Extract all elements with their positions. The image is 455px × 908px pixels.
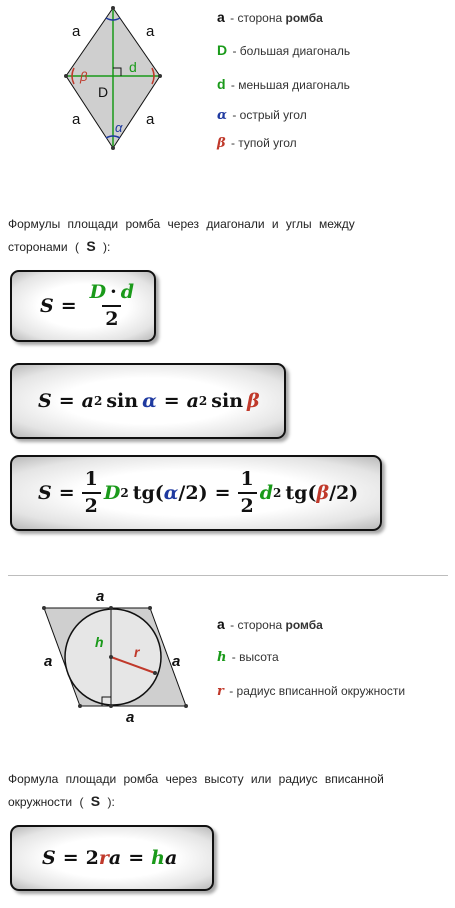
intro-line [8,235,355,258]
legend-text-bold: ромба [285,618,323,632]
formula-exponent: 2 [120,486,129,500]
formula-function: tg( [132,482,164,504]
vertex-point [64,74,68,78]
formula [40,283,140,329]
formula-symbol: S [40,295,54,317]
legend-symbol: d [217,76,226,92]
legend-symbol: h [217,650,227,665]
section-divider [8,575,448,576]
legend-symbol: β [217,136,226,151]
side-label: a [146,23,155,40]
formula-operator: = [128,847,145,869]
legend-text: - радиус вписанной окружности [225,684,406,698]
fraction [82,470,101,516]
minor-diagonal-label: d [129,59,137,75]
formula-box-diagonals [10,270,156,342]
formula-operator: = [163,390,180,412]
formula-symbol: d [120,281,135,303]
formula-operator: · [110,281,117,303]
intro-text: ): [95,240,111,254]
legend-symbol: a [217,616,225,632]
rhombus-diagonals-diagram [60,0,170,160]
intro-line: Формула площади ромба через высоту или радиус вписанной [8,772,384,786]
formula-box-height-radius [10,825,214,891]
formula-symbol: d [259,482,274,504]
formula-text: /2) [329,482,359,504]
legend-symbol: a [217,9,225,25]
formula [38,470,358,516]
formula-symbol: a [108,847,122,869]
legend-item-side [217,9,323,25]
formula-symbol: r [98,847,109,869]
formula-function: sin [106,390,139,412]
formula [38,390,260,412]
formula-number: 2 [102,305,121,329]
legend-text: - тупой угол [227,136,297,150]
side-label: a [146,111,155,128]
legend-item-major-diagonal [217,42,350,58]
vertex-point [148,606,152,610]
radius-label: r [134,644,140,660]
legend-item-side [217,616,323,632]
intro-text: ): [100,795,115,809]
vertex-point [111,146,115,150]
center-point [109,655,113,659]
formula-box-tangent [10,455,382,531]
legend-text: - острый угол [229,108,307,122]
tangent-point [109,704,113,708]
rhombus-incircle-diagram [38,585,196,725]
formula-operator: = [62,847,79,869]
formula-symbol: h [151,847,165,869]
vertex-point [184,704,188,708]
formula [42,847,177,869]
formula-symbol: a [186,390,199,412]
area-symbol: S [90,793,101,809]
formula-function: sin [211,390,244,412]
vertex-point [111,6,115,10]
formula-symbol: D [89,281,107,303]
legend-text: - сторона [226,618,286,632]
legend-text: - большая диагональ [229,44,351,58]
area-symbol: S [86,238,96,254]
legend-symbol: r [217,684,224,699]
formula-function: tg( [285,482,317,504]
intro-text-height-radius [8,768,384,813]
fraction [238,470,257,516]
formula-operator: = [60,295,77,317]
formula-symbol: D [103,482,121,504]
formula-symbol: β [316,482,330,504]
side-label: a [126,709,135,725]
formula-symbol: S [38,482,52,504]
intro-text-diagonals [8,213,355,258]
formula-symbol: S [38,390,52,412]
legend-item-radius [217,684,405,699]
intro-line: Формулы площади ромба через диагонали и углы между [8,217,355,231]
major-diagonal-label: D [98,84,109,100]
vertex-point [42,606,46,610]
formula-text: /2) [178,482,208,504]
legend-item-minor-diagonal [217,76,350,92]
side-label: a [72,111,81,128]
side-label: a [72,23,81,40]
vertex-point [78,704,82,708]
formula-number: 1 [240,468,254,490]
formula-symbol: α [142,390,157,412]
alpha-label: α [115,120,123,135]
formula-number: 1 [84,468,98,490]
formula-symbol: S [42,847,56,869]
formula-symbol: α [163,482,179,504]
legend-text: - меньшая диагональ [227,78,350,92]
tangent-point [109,606,113,610]
formula-symbol: β [247,390,260,412]
formula-box-angles [10,363,286,439]
side-label: a [96,588,105,605]
formula-operator: = [58,482,75,504]
legend-symbol: α [217,108,228,123]
formula-symbol: a [81,390,94,412]
vertex-point [158,74,162,78]
formula-symbol: a [164,847,178,869]
side-label: a [44,653,53,670]
formula-exponent: 2 [273,486,282,500]
formula-number: 2 [85,847,99,869]
formula-number: 2 [238,492,257,516]
legend-item-obtuse-angle [217,136,297,151]
tangent-point [153,671,157,675]
legend-text-bold: ромба [285,11,323,25]
legend-item-height [217,650,279,665]
formula-operator: = [214,482,231,504]
intro-text: окружности ( [8,795,91,809]
intro-text: сторонами ( [8,240,87,254]
height-label: h [95,634,104,650]
legend-symbol: D [217,42,228,58]
formula-exponent: 2 [93,394,103,408]
side-label: a [172,653,181,670]
legend-text: - сторона [226,11,286,25]
formula-exponent: 2 [198,394,208,408]
formula-operator: = [58,390,75,412]
intro-line [8,790,384,813]
beta-label: β [80,69,88,84]
formula-number: 2 [82,492,101,516]
fraction [87,283,137,329]
legend-item-acute-angle [217,108,307,123]
legend-text: - высота [228,650,279,664]
